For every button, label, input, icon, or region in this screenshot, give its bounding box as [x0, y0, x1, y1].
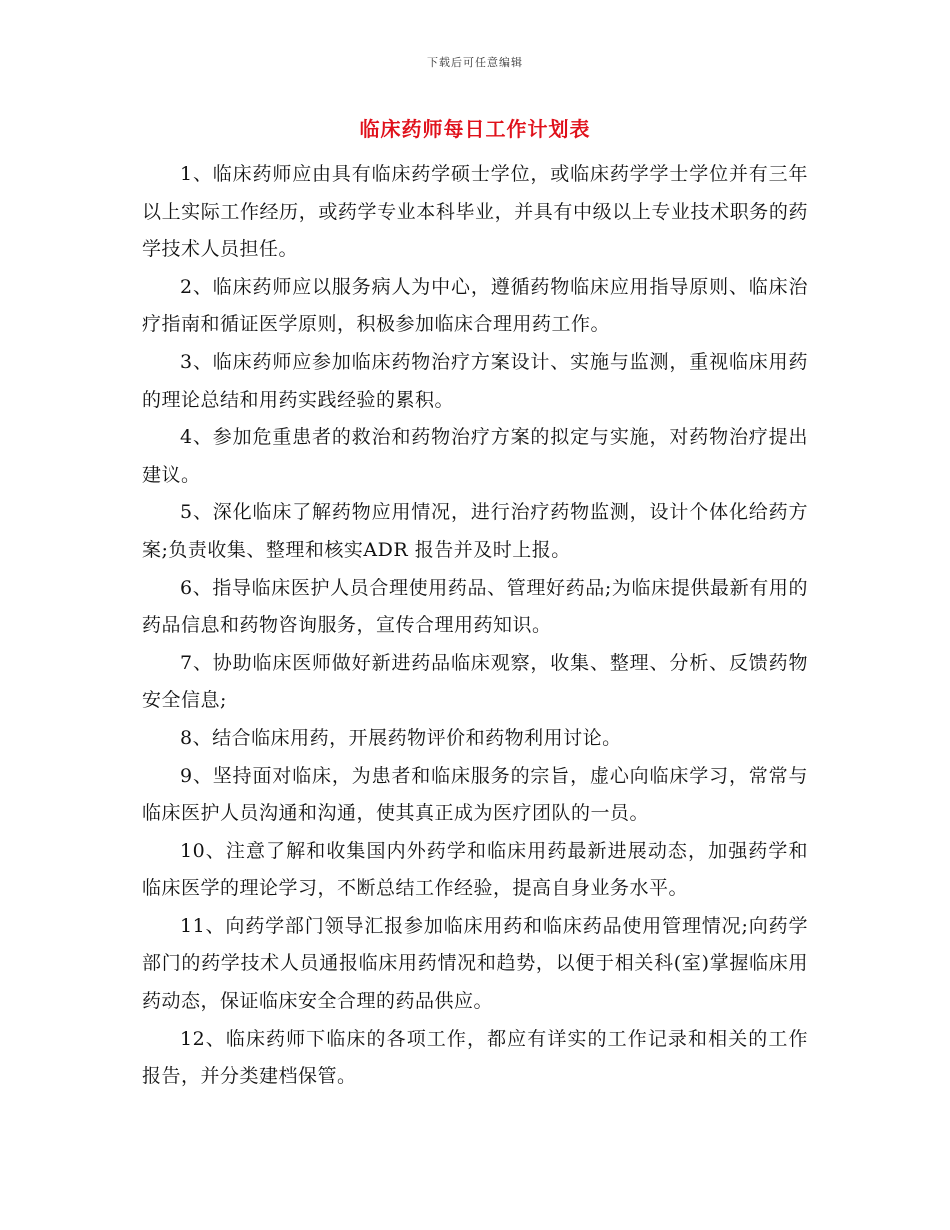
header-note: 下载后可任意编辑 — [427, 56, 523, 69]
paragraph-3: 3、临床药师应参加临床药物治疗方案设计、实施与监测，重视临床用药的理论总结和用药实践经验的累积。 — [142, 350, 808, 411]
paragraph-2: 2、临床药师应以服务病人为中心，遵循药物临床应用指导原则、临床治疗指南和循证医学原则，积极参加临床合理用药工作。 — [142, 275, 808, 336]
paragraph-9: 9、坚持面对临床，为患者和临床服务的宗旨，虚心向临床学习，常常与临床医护人员沟通和沟通，使其真正成为医疗团队的一员。 — [142, 764, 808, 825]
paragraph-1: 1、临床药师应由具有临床药学硕士学位，或临床药学学士学位并有三年以上实际工作经历，或药学专业本科毕业，并具有中级以上专业技术职务的药学技术人员担任。 — [142, 163, 808, 261]
paragraph-7: 7、协助临床医师做好新进药品临床观察，收集、整理、分析、反馈药物安全信息; — [142, 651, 808, 712]
paragraph-8: 8、结合临床用药，开展药物评价和药物利用讨论。 — [180, 726, 622, 749]
document-title: 临床药师每日工作计划表 — [359, 117, 591, 141]
paragraph-11: 11、向药学部门领导汇报参加临床用药和临床药品使用管理情况;向药学部门的药学技术人员通报临床用药情况和趋势，以便于相关科(室)掌握临床用药动态，保证临床安全合理的药品供应。 — [142, 914, 808, 1013]
paragraph-4: 4、参加危重患者的救治和药物治疗方案的拟定与实施，对药物治疗提出建议。 — [142, 426, 808, 486]
paragraph-6: 6、指导临床医护人员合理使用药品、管理好药品;为临床提供最新有用的药品信息和药物咨询服务，宣传合理用药知识。 — [142, 576, 808, 637]
paragraph-5: 5、深化临床了解药物应用情况，进行治疗药物监测，设计个体化给药方案;负责收集、整理和核实ADR 报告并及时上报。 — [142, 501, 808, 561]
document-body — [142, 156, 808, 1096]
paragraph-12: 12、临床药师下临床的各项工作，都应有详实的工作记录和相关的工作报告，并分类建档保管。 — [142, 1027, 808, 1088]
paragraph-10: 10、注意了解和收集国内外药学和临床用药最新进展动态，加强药学和临床医学的理论学习，不断总结工作经验，提高自身业务水平。 — [142, 839, 808, 900]
